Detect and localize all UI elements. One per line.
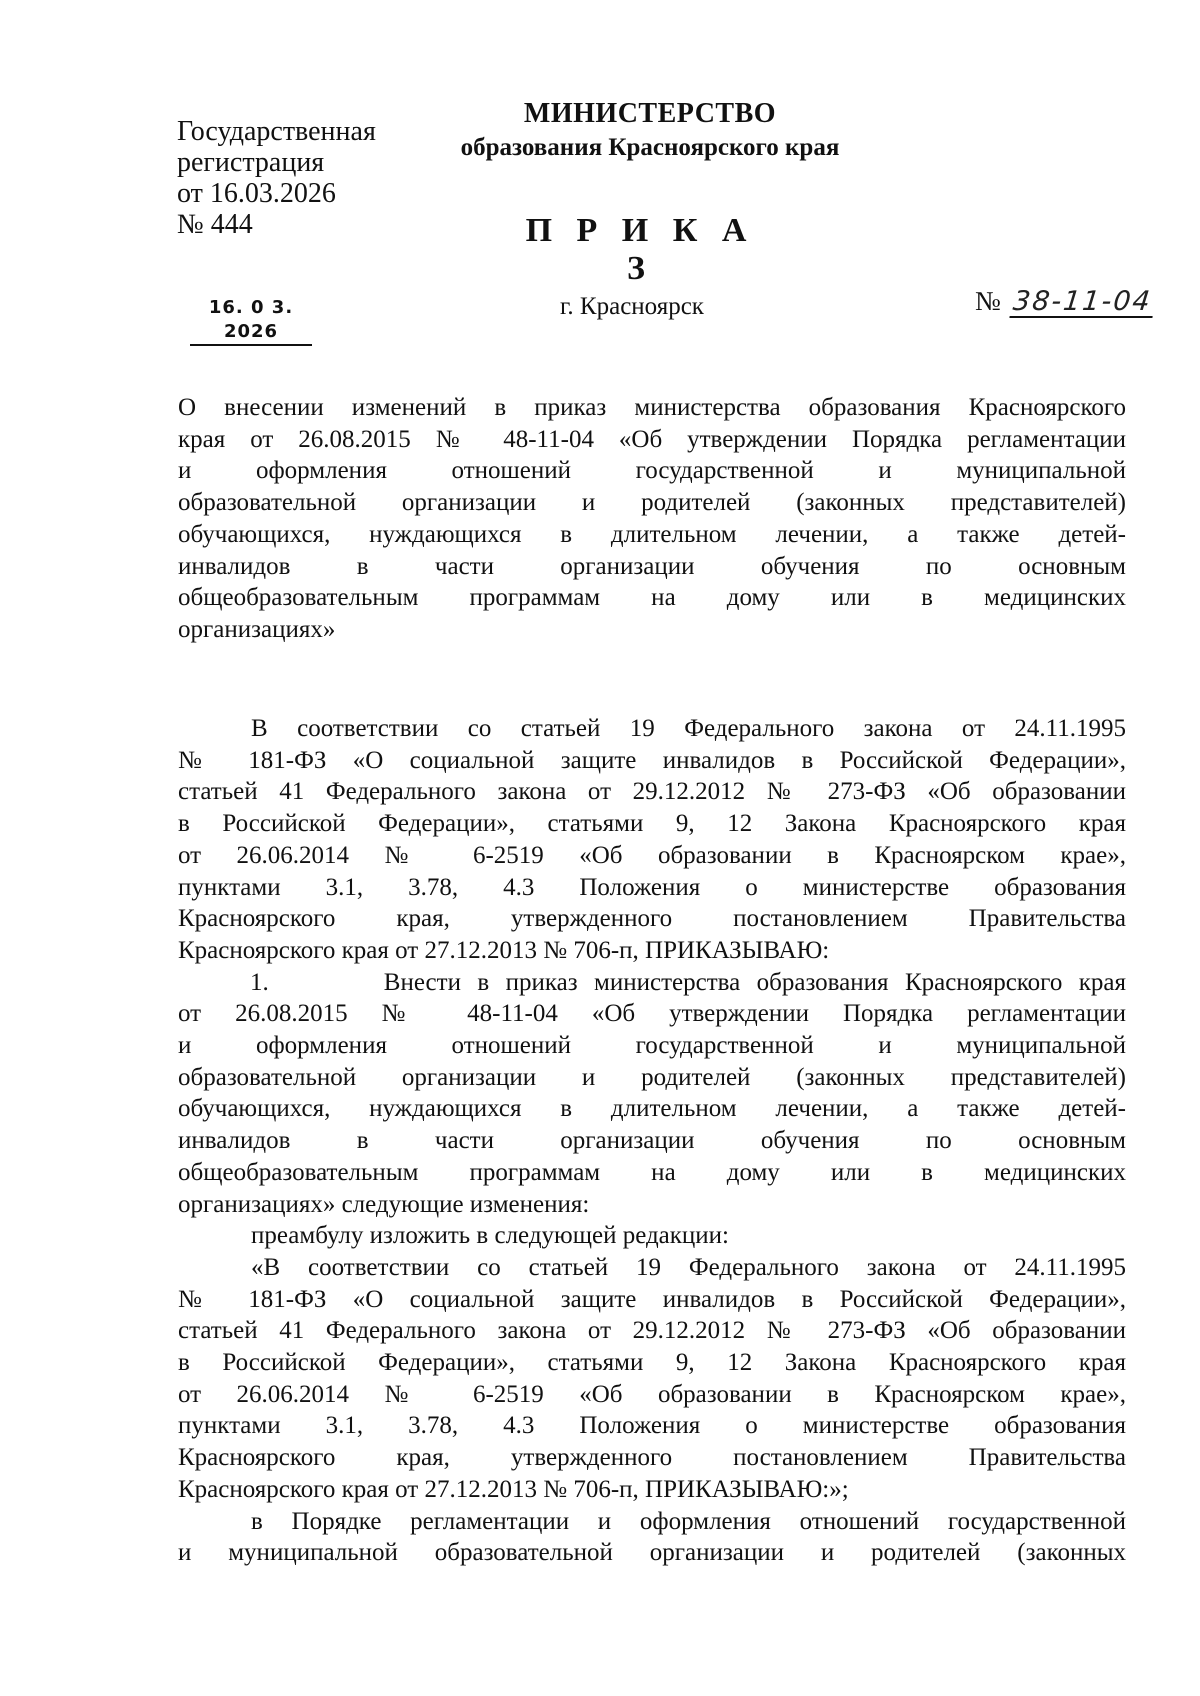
body-line: пунктами 3.1, 3.78, 4.3 Положения о министерстве образования (178, 873, 1126, 901)
order-number (975, 286, 1153, 318)
body-line: в Российской Федерации», статьями 9, 12 Закона Красноярского края (178, 1349, 1126, 1377)
registration-line: Государственная (177, 116, 376, 147)
body-line: Красноярского края, утвержденного постановлением Правительства (178, 905, 1126, 933)
order-subject (178, 392, 1126, 646)
subject-line: общеобразовательным программам на дому или в медицинских (178, 584, 1126, 612)
order-body (178, 713, 1126, 1569)
body-line: Красноярского края от 27.12.2013 № 706-п, ПРИКАЗЫВАЮ:»; (178, 1475, 849, 1503)
number-sign: № (975, 286, 1001, 316)
body-line: от 26.08.2015 № 48-11-04 «Об утверждении Порядка регламентации (178, 1000, 1126, 1028)
ministry-title: МИНИСТЕРСТВО (523, 98, 777, 129)
body-line: обучающихся, нуждающихся в длительном лечении, а также детей- (178, 1095, 1126, 1123)
order-date-stamp: 16. 0 3. 2026 (190, 296, 312, 346)
body-line: преамбулу изложить в следующей редакции: (251, 1222, 730, 1250)
body-line: организациях» следующие изменения: (178, 1190, 590, 1218)
ministry-header (420, 97, 880, 165)
registration-line: регистрация (177, 147, 325, 178)
body-line: и муниципальной образовательной организации и родителей (законных (178, 1539, 1126, 1567)
body-line: статьей 41 Федерального закона от 29.12.2012 № 273-ФЗ «Об образовании (178, 1317, 1126, 1345)
body-line: Красноярского края, утвержденного постановлением Правительства (178, 1444, 1126, 1472)
registration-block (177, 116, 376, 240)
subject-line: края от 26.08.2015 № 48-11-04 «Об утверждении Порядка регламентации (178, 425, 1126, 453)
body-line: 1. Внести в приказ министерства образования Красноярского края (250, 968, 1126, 996)
body-line: образовательной организации и родителей (законных представителей) (178, 1063, 1126, 1091)
body-line: «В соответствии со статьей 19 Федерального закона от 24.11.1995 (251, 1253, 1126, 1281)
body-line: пунктами 3.1, 3.78, 4.3 Положения о министерстве образования (178, 1412, 1126, 1440)
body-line: от 26.06.2014 № 6-2519 «Об образовании в Красноярском крае», (178, 1380, 1126, 1408)
subject-line: О внесении изменений в приказ министерства образования Красноярского (178, 394, 1126, 421)
body-line: и оформления отношений государственной и муниципальной (178, 1032, 1126, 1060)
subject-line: обучающихся, нуждающихся в длительном лечении, а также детей- (178, 520, 1126, 548)
document-type-title: П Р И К А З (525, 212, 755, 287)
subject-line: образовательной организации и родителей (законных представителей) (178, 489, 1126, 517)
body-line: инвалидов в части организации обучения по основным (178, 1127, 1126, 1155)
body-line: № 181-ФЗ «О социальной защите инвалидов в Российской Федерации», (178, 1285, 1126, 1313)
subject-line: и оформления отношений государственной и муниципальной (178, 457, 1126, 485)
subject-line: инвалидов в части организации обучения по основным (178, 552, 1126, 580)
body-line: в Порядке регламентации и оформления отношений государственной (251, 1507, 1126, 1535)
body-line: от 26.06.2014 № 6-2519 «Об образовании в Красноярском крае», (178, 841, 1126, 869)
order-city: г. Красноярск (560, 293, 704, 320)
registration-date: от 16.03.2026 (177, 178, 336, 209)
body-line: Красноярского края от 27.12.2013 № 706-п, ПРИКАЗЫВАЮ: (178, 936, 830, 964)
body-line: общеобразовательным программам на дому или в медицинских (178, 1158, 1126, 1186)
body-line: в Российской Федерации», статьями 9, 12 Закона Красноярского края (178, 810, 1126, 838)
ministry-subtitle: образования Красноярского края (460, 134, 840, 161)
body-line: В соответствии со статьей 19 Федерального закона от 24.11.1995 (251, 715, 1126, 742)
subject-line: организациях» (178, 615, 336, 643)
body-line: статьей 41 Федерального закона от 29.12.2012 № 273-ФЗ «Об образовании (178, 778, 1126, 806)
body-line: № 181-ФЗ «О социальной защите инвалидов в Российской Федерации», (178, 746, 1126, 774)
registration-number: № 444 (177, 209, 253, 240)
handwritten-number: 38-11-04 (1009, 288, 1155, 318)
